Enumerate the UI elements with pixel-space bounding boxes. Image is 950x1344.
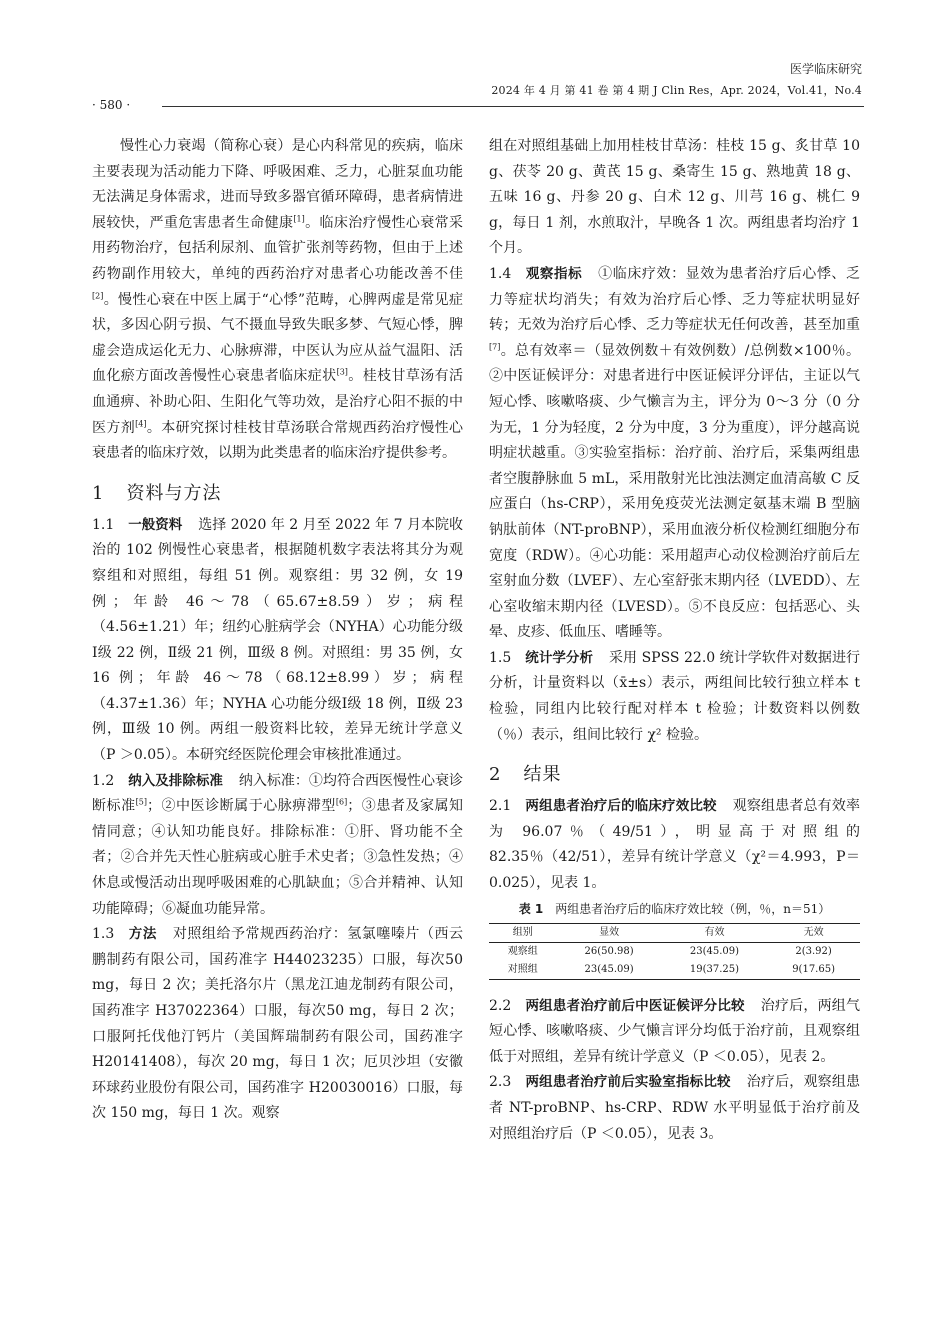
section-2-2: 2.2 两组患者治疗前后中医证候评分比较 治疗后，两组气短心悸、咳嗽咯痰、少气懒言评分均低于治疗前，且观察组低于对照组，差异有统计学意义（P ＜0.05），见表 2。 <box>489 997 861 1065</box>
table-1 <box>489 923 860 980</box>
table-cell: 23(45.09) <box>584 963 634 975</box>
header-rule <box>162 106 864 107</box>
section-1-heading: 1 资料与方法 <box>92 482 222 504</box>
citation-ref: [6] <box>335 797 348 807</box>
section-1-4: 1.4 观察指标 ①临床疗效：显效为患者治疗后心悸、乏力等症状均消失；有效为治疗后心悸、乏力等症状明显好转；无效为治疗后心悸、乏力等症状无任何改善，甚至加重[7]。总有效率＝（显效例数＋有效例数）/总例数×100％。②中医证候评分：对患者进行中医证候评分评估，主证以气短心悸、咳嗽咯痰、少气懒言为主，评分为 0～3 分（0 分为无，1 分为轻度，2 分为中度，3 分为重度），评分越高说明症状越重。③实验室指标：治疗前、治疗后，采集两组患者空腹静脉血 5 mL，采用散射光比浊法测定血清高敏 C 反应蛋白（hs-CRP），采用免疫荧光法测定氨基末端 B 型脑钠肽前体（NT-proBNP），采用血液分析仪检测红细胞分布宽度（RDW）。④心功能：采用超声心动仪检测治疗前后左室射血分数（LVEF）、左心室舒张末期内径（LVEDD）、左心室收缩末期内径（LVESD）。⑤不良反应：包括恶心、头晕、皮疹、低血压、嗜睡等。 <box>489 265 861 641</box>
section-2-heading: 2 结果 <box>489 764 562 786</box>
section-1-1: 1.1 一般资料 选择 2020 年 2 月至 2022 年 7 月本院收治的 102 例慢性心衰患者，根据随机数字表法将其分为观察组和对照组，每组 51 例。观察组：男 32 例，女 19 例；年龄 46～78（65.67±8.59）岁；病程（4.56±1.21）年；纽约心脏病学会（NYHA）心功能分级Ⅰ级 22 例，Ⅱ级 21 例，Ⅲ级 8 例。对照组：男 35 例，女 16 例；年龄 46～78（68.12±8.99）岁；病程（4.37±1.36）年；NYHA 心功能分级Ⅰ级 18 例，Ⅱ级 23 例，Ⅲ级 10 例。两组一般资料比较，差异无统计学意义（P ＞0.05）。本研究经医院伦理会审核批准通过。 <box>92 516 463 764</box>
table-header-row <box>489 923 860 942</box>
intro-paragraph: 慢性心力衰竭（简称心衰）是心内科常见的疾病，临床主要表现为活动能力下降、呼吸困难、乏力，心脏泵血功能无法满足身体需求，进而导致多器官循环障碍，患者病情进展较快，严重危害患者生命健康[1]。临床治疗慢性心衰常采用药物治疗，包括利尿剂、血管扩张剂等药物，但由于上述药物副作用较大，单纯的西药治疗对患者心功能改善不佳[2]。慢性心衰在中医上属于“心悸”范畴，心脾两虚是常见症状，多因心阴亏损、气不摄血导致失眠多梦、气短心悸，脾虚会造成运化无力、心脉痹滞，中医认为应从益气温阳、活血化瘀方面改善慢性心衰患者临床症状[3]。桂枝甘草汤有活血通痹、补助心阳、生阳化气等功效，是治疗心阳不振的中医方剂[4]。本研究探讨桂枝甘草汤联合常规西药治疗慢性心衰患者的临床疗效，以期为此类患者的临床治疗提供参考。 <box>92 138 464 462</box>
table-cell: 对照组 <box>507 963 538 975</box>
issue-info: 2024 年 4 月 第 41 卷 第 4 期 J Clin Res，Apr. 2024，Vol.41，No.4 <box>491 84 862 97</box>
section-1-3: 1.3 方法 对照组给予常规西药治疗：氢氯噻嗪片（西云鹏制药有限公司，国药准字 H44023235）口服，每次50 mg，每日 2 次；美托洛尔片（黑龙江迪龙制药有限公司，国药准字 H37022364）口服，每次50 mg，每日 2 次；口服阿托伐他汀钙片（美国辉瑞制药有限公司，国药准字 H20141408），每次 20 mg，每日 1 次；厄贝沙坦（安徽环球药业股份有限公司，国药准字 H20030016）口服，每次 150 mg，每日 1 次。观察 <box>92 926 464 1122</box>
table-cell: 观察组 <box>507 945 538 957</box>
section-2-1: 2.1 两组患者治疗后的临床疗效比较 观察组患者总有效率为 96.07％（49/51），明显高于对照组的 82.35％（42/51），差异有统计学意义（χ²＝4.993，P＝0.025），见表 1。 <box>489 798 861 892</box>
table-cell: 9(17.65) <box>792 963 835 975</box>
citation-ref: [1] <box>293 214 305 224</box>
section-2-3: 2.3 两组患者治疗前后实验室指标比较 治疗后，观察组患者 NT-proBNP、hs-CRP、RDW 水平明显低于治疗前及对照组治疗后（P ＜0.05），见表 3。 <box>489 1074 861 1142</box>
table-header-cell: 无效 <box>803 926 824 938</box>
journal-name: 医学临床研究 <box>789 62 862 76</box>
citation-ref: [5] <box>135 797 147 807</box>
table-1-caption: 表 1 两组患者治疗后的临床疗效比较（例，％，n＝51） <box>518 901 831 916</box>
citation-ref: [2] <box>92 290 104 300</box>
citation-ref: [4] <box>135 418 147 428</box>
methods-continued: 组在对照组基础上加用桂枝甘草汤：桂枝 15 g、炙甘草 10 g、茯苓 20 g、黄芪 15 g、桑寄生 15 g、熟地黄 18 g、五味 16 g、丹参 20 g、白术 12 g、川芎 16 g、桃仁 9 g，每日 1 剂，水煎取汁，早晚各 1 次。两组患者均治疗 1 个月。 <box>489 138 860 257</box>
citation-ref: [3] <box>336 367 348 377</box>
table-header-cell: 显效 <box>599 926 620 938</box>
table-header-cell: 有效 <box>704 926 725 938</box>
page-number: · 580 · <box>92 98 131 112</box>
section-1-5: 1.5 统计学分析 采用 SPSS 22.0 统计学软件对数据进行分析，计量资料以（x̄±s）表示，两组间比较行独立样本 t 检验，同组内比较行配对样本 t 检验；计数资料以例数（％）表示，组间比较行 χ² 检验。 <box>489 649 861 743</box>
table-row <box>489 961 860 980</box>
table-cell: 19(37.25) <box>689 963 740 975</box>
left-column <box>92 134 463 1127</box>
table-header-cell: 组别 <box>512 926 533 938</box>
table-cell: 2(3.92) <box>795 945 832 957</box>
right-column <box>489 134 860 1147</box>
table-cell: 23(45.09) <box>689 945 740 957</box>
citation-ref: [7] <box>489 342 501 352</box>
table-row <box>489 942 860 961</box>
section-1-2: 1.2 纳入及排除标准 纳入标准：①均符合西医慢性心衰诊断标准[5]；②中医诊断属于心脉痹滞型[6]；③患者及家属知情同意；④认知功能良好。排除标准：①肝、肾功能不全者；②合并先天性心脏病或心脏手术史者；③急性发热；④休息或慢活动出现呼吸困难的心肌缺血；⑤合并精神、认知功能障碍；⑥凝血功能异常。 <box>92 772 464 917</box>
table-cell: 26(50.98) <box>584 945 634 957</box>
